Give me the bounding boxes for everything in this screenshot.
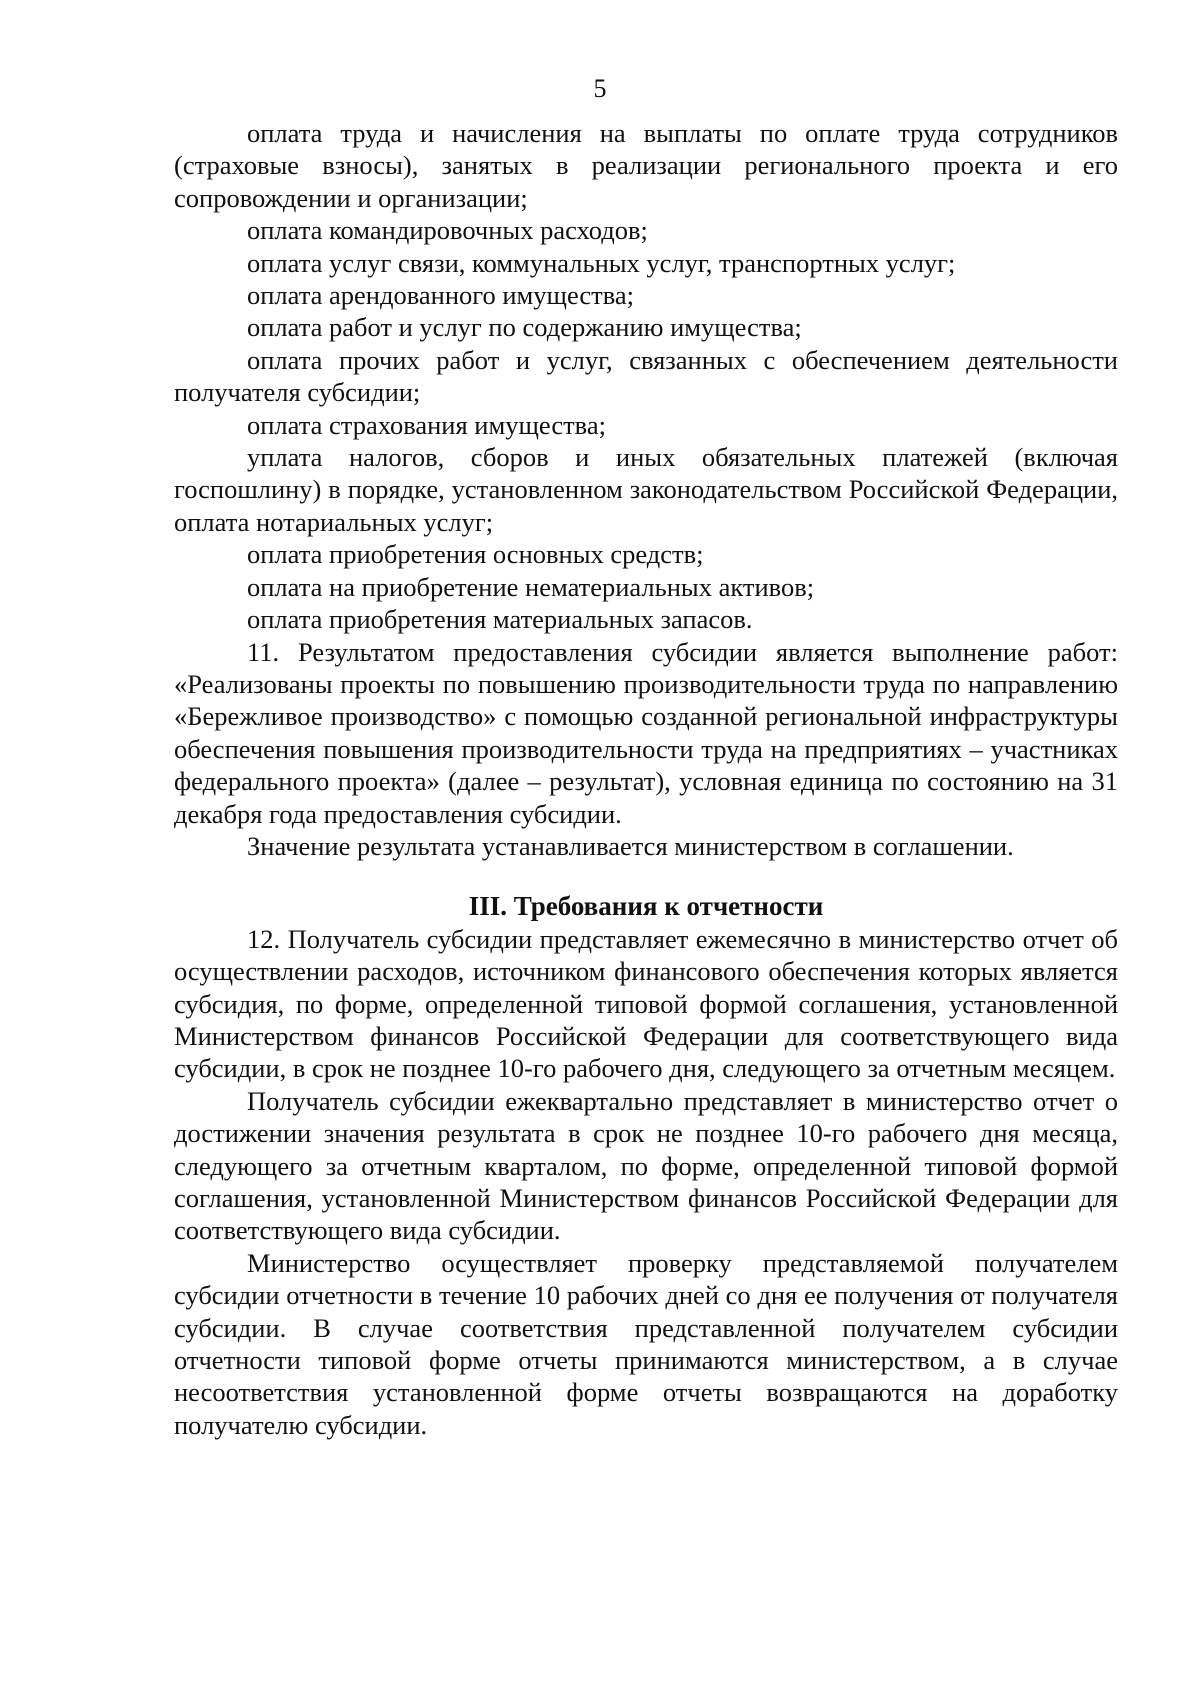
expense-item-inventory: оплата приобретения материальных запасов. — [247, 604, 753, 635]
clause-12-quarterly-report: Получатель субсидии ежеквартально представляет в министерство отчет о достижении значения результата в срок не позднее 10-го рабочего дня месяца, следующего за отчетным кварталом, по форме, определенной типовой формой соглашения, установленной Министерством финансов Российской Федерации для соответствующего вида субсидии. — [174, 1085, 1118, 1246]
expense-item-maintenance: оплата работ и услуг по содержанию имущества; — [247, 312, 802, 343]
expense-item-travel: оплата командировочных расходов; — [247, 215, 648, 246]
expense-item-labor: оплата труда и начисления на выплаты по оплате труда сотрудников (страховые взносы), занятых в реализации регионального проекта и его сопровождении и организации; — [174, 118, 1118, 213]
section-heading-reporting: III. Требования к отчетности — [468, 891, 824, 922]
expense-item-insurance: оплата страхования имущества; — [247, 409, 606, 440]
clause-11-result-value: Значение результата устанавливается министерством в соглашении. — [247, 830, 1014, 861]
page-number: 5 — [593, 74, 607, 103]
expense-item-taxes: уплата налогов, сборов и иных обязательных платежей (включая госпошлину) в порядке, установленном законодательством Российской Федерации, оплата нотариальных услуг; — [174, 442, 1118, 537]
clause-12-monthly-report: 12. Получатель субсидии представляет ежемесячно в министерство отчет об осуществлении расходов, источником финансового обеспечения которых является субсидия, по форме, определенной типовой формой соглашения, установленной Министерством финансов Российской Федерации для соответствующего вида субсидии, в срок не позднее 10-го рабочего дня, следующего за отчетным месяцем. — [174, 923, 1118, 1084]
clause-11-result: 11. Результатом предоставления субсидии является выполнение работ: «Реализованы проекты по повышению производительности труда по направлению «Бережливое производство» с помощью созданной региональной инфраструктуры обеспечения повышения производительности труда на предприятиях – участниках федерального проекта» (далее – результат), условная единица по состоянию на 31 декабря года предоставления субсидии. — [174, 636, 1118, 829]
expense-item-other-services: оплата прочих работ и услуг, связанных с обеспечением деятельности получателя субсидии; — [174, 344, 1118, 408]
expense-item-utilities: оплата услуг связи, коммунальных услуг, транспортных услуг; — [247, 247, 956, 278]
document-body — [174, 117, 1118, 1441]
expense-item-intangible-assets: оплата на приобретение нематериальных активов; — [247, 571, 815, 602]
expense-item-fixed-assets: оплата приобретения основных средств; — [247, 539, 704, 570]
expense-item-rent: оплата арендованного имущества; — [247, 280, 634, 311]
clause-12-report-review: Министерство осуществляет проверку представляемой получателем субсидии отчетности в течение 10 рабочих дней со дня ее получения от получателя субсидии. В случае соответствия представленной получателем субсидии отчетности типовой форме отчеты принимаются министерством, а в случае несоответствия установленной форме отчеты возвращаются на доработку получателю субсидии. — [174, 1247, 1118, 1440]
